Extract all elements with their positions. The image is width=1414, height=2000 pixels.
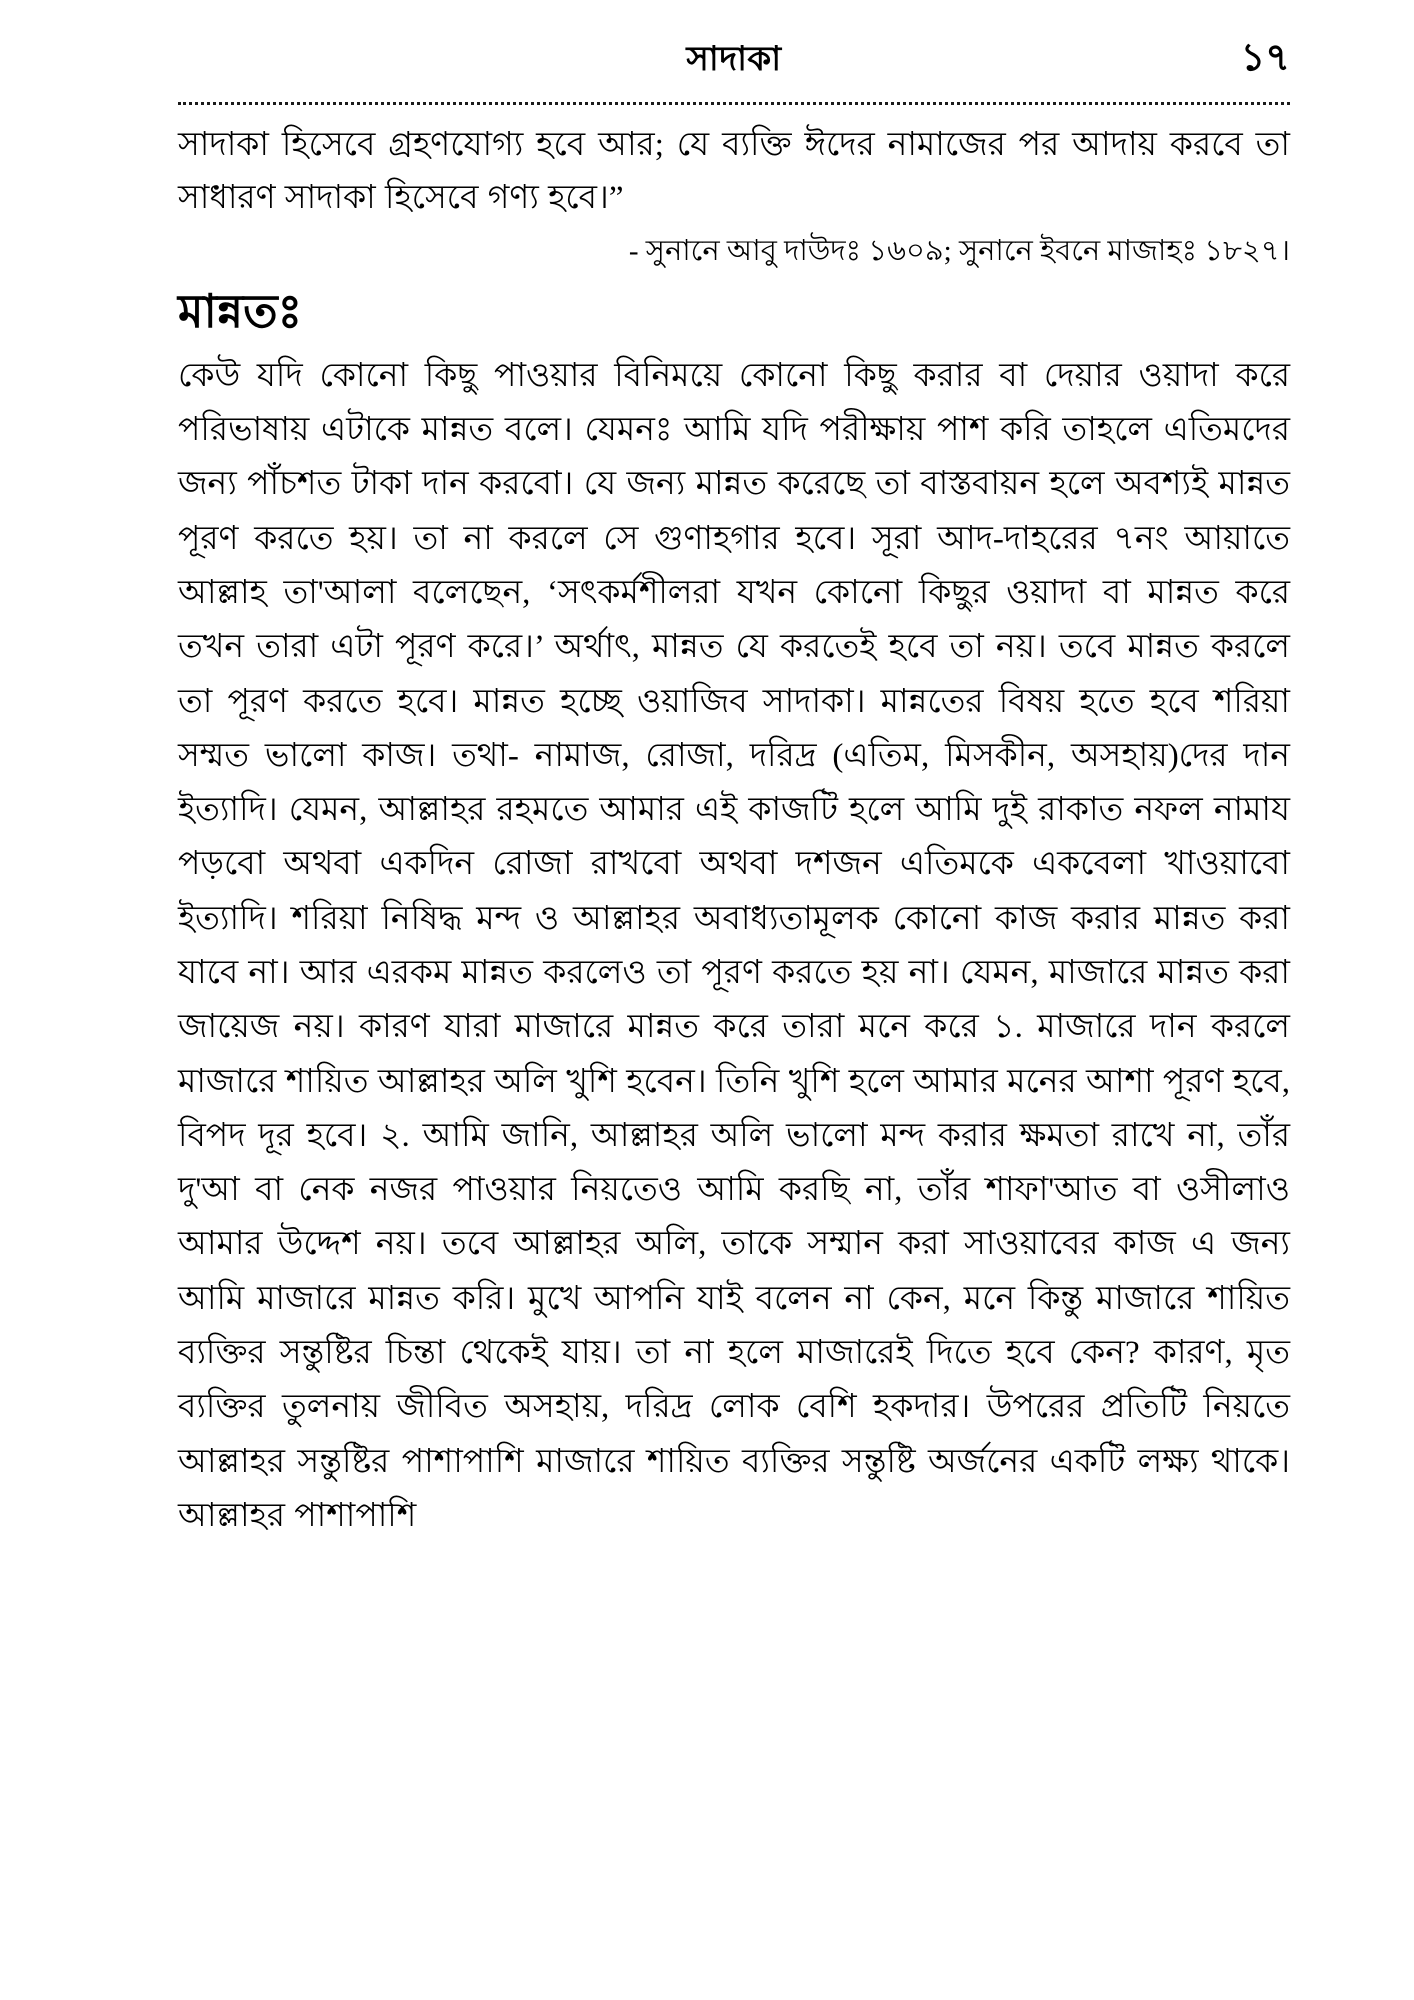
running-header-title: সাদাকা (686, 41, 782, 78)
hadith-source-citation: - সুনানে আবু দাউদঃ ১৬০৯; সুনানে ইবনে মাজাহঃ ১৮২৭। (628, 234, 1290, 267)
section-heading-mannat: মান্নতঃ (178, 286, 303, 338)
page-content-column (178, 37, 1290, 1543)
header-divider-rule (178, 102, 1290, 105)
hadith-quote-continuation: সাদাকা হিসেবে গ্রহণযোগ্য হবে আর; যে ব্যক্তি ঈদের নামাজের পর আদায় করবে তা সাধারণ সাদাকা হিসেবে গণ্য হবে।” (178, 127, 1290, 217)
running-header (178, 37, 1290, 96)
main-body-paragraph: কেউ যদি কোনো কিছু পাওয়ার বিনিময়ে কোনো কিছু করার বা দেয়ার ওয়াদা করে পরিভাষায় এটাকে মান্নত বলে। যেমনঃ আমি যদি পরীক্ষায় পাশ করি তাহলে এতিমদের জন্য পাঁচশত টাকা দান করবো। যে জন্য মান্নত করেছে তা বাস্তবায়ন হলে অবশ্যই মান্নত পূরণ করতে হয়। তা না করলে সে গুণাহগার হবে। সূরা আদ-দাহরের ৭নং আয়াতে আল্লাহ তা'আলা বলেছেন, ‘সৎকর্মশীলরা যখন কোনো কিছুর ওয়াদা বা মান্নত করে তখন তারা এটা পূরণ করে।’ অর্থাৎ, মান্নত যে করতেই হবে তা নয়। তবে মান্নত করলে তা পূরণ করতে হবে। মান্নত হচ্ছে ওয়াজিব সাদাকা। মান্নতের বিষয় হতে হবে শরিয়া সম্মত ভালো কাজ। তথা- নামাজ, রোজা, দরিদ্র (এতিম, মিসকীন, অসহায়)দের দান ইত্যাদি। যেমন, আল্লাহর রহমতে আমার এই কাজটি হলে আমি দুই রাকাত নফল নামায পড়বো অথবা একদিন রোজা রাখবো অথবা দশজন এতিমকে একবেলা খাওয়াবো ইত্যাদি। শরিয়া নিষিদ্ধ মন্দ ও আল্লাহর অবাধ্যতামূলক কোনো কাজ করার মান্নত করা যাবে না। আর এরকম মান্নত করলেও তা পূরণ করতে হয় না। যেমন, মাজারে মান্নত করা জায়েজ নয়। কারণ যারা মাজারে মান্নত করে তারা মনে করে ১. মাজারে দান করলে মাজারে শায়িত আল্লাহর অলি খুশি হবেন। তিনি খুশি হলে আমার মনের আশা পূরণ হবে, বিপদ দূর হবে। ২. আমি জানি, আল্লাহর অলি ভালো মন্দ করার ক্ষমতা রাখে না, তাঁর দু'আ বা নেক নজর পাওয়ার নিয়তেও আমি করছি না, তাঁর শাফা'আত বা ওসীলাও আমার উদ্দেশ নয়। তবে আল্লাহর অলি, তাকে সম্মান করা সাওয়াবের কাজ এ জন্য আমি মাজারে মান্নত করি। মুখে আপনি যাই বলেন না কেন, মনে কিন্তু মাজারে শায়িত ব্যক্তির সন্তুষ্টির চিন্তা থেকেই যায়। তা না হলে মাজারেই দিতে হবে কেন? কারণ, মৃত ব্যক্তির তুলনায় জীবিত অসহায়, দরিদ্র লোক বেশি হকদার। উপরের প্রতিটি নিয়তে আল্লাহর সন্তুষ্টির পাশাপাশি মাজারে শায়িত ব্যক্তির সন্তুষ্টি অর্জনের একটি লক্ষ্য থাকে। আল্লাহর পাশাপাশি (178, 357, 1290, 1534)
page-number: ১৭ (1240, 37, 1290, 79)
